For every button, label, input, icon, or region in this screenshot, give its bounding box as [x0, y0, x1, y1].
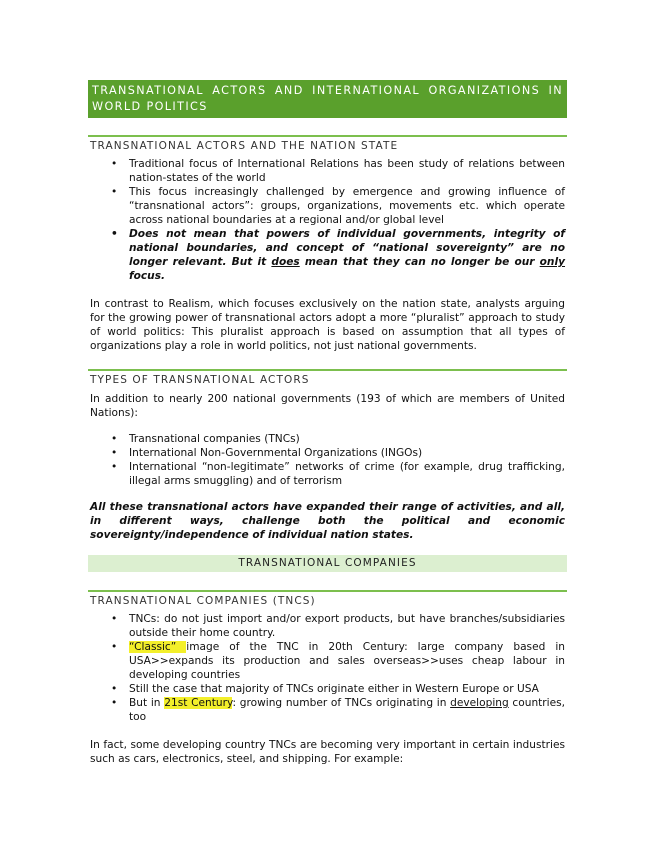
section2-intro: In addition to nearly 200 national governments (193 of which are members of United Nations):	[90, 393, 565, 419]
bullet-icon: •	[111, 158, 118, 170]
section3-bullets	[90, 612, 565, 724]
bullet-icon: •	[111, 186, 118, 198]
list-item: • International Non-Governmental Organizations (INGOs)	[111, 447, 423, 459]
section1-paragraph: In contrast to Realism, which focuses exclusively on the nation state, analysts arguing for the growing power of transnational actors adopt a more “pluralist” approach to study of world politics: This pluralist approach is based on assumption that all types of organizations play a role in world politics, not just national governments.	[90, 298, 565, 352]
bullet-icon: •	[111, 613, 118, 625]
bullet-icon: •	[111, 697, 118, 709]
list-item: • Still the case that majority of TNCs originate either in Western Europe or USA	[111, 683, 539, 695]
list-item: • This focus increasingly challenged by emergence and growing influence of “transnational actors”: groups, organizations, movements etc. which operate across national boundaries at a regional and/or global level	[111, 186, 565, 226]
document-title: TRANSNATIONAL ACTORS AND INTERNATIONAL ORGANIZATIONS IN WORLD POLITICS	[88, 80, 567, 118]
section2-bullets	[90, 432, 565, 488]
list-item: • Traditional focus of International Relations has been study of relations between nation-states of the world	[111, 158, 565, 184]
section2-conclusion: All these transnational actors have expanded their range of activities, and all, in different ways, challenge both the political and economic sovereignty/independence of individual nation states.	[90, 501, 565, 541]
list-item: • TNCs: do not just import and/or export products, but have branches/subsidiaries outside their home country.	[111, 613, 565, 639]
section-heading-nation-state: TRANSNATIONAL ACTORS AND THE NATION STATE	[90, 140, 399, 152]
bullet-icon: •	[111, 228, 118, 240]
list-item: • “Classic” image of the TNC in 20th Century: large company based in USA>>expands its production and sales overseas>>uses cheap labour in developing countries	[111, 641, 565, 681]
section-rule	[88, 135, 567, 137]
section1-bullets	[90, 157, 565, 283]
section-rule	[88, 590, 567, 592]
section-heading-tncs: TRANSNATIONAL COMPANIES (TNCS)	[90, 595, 316, 607]
bullet-icon: •	[111, 433, 118, 445]
section3-paragraph: In fact, some developing country TNCs are becoming very important in certain industries such as cars, electronics, steel, and shipping. For example:	[90, 739, 565, 765]
list-item: • Does not mean that powers of individual governments, integrity of national boundaries, and concept of “national sovereignty” are no longer relevant. But it does mean that they can no longer be our only focus.	[111, 228, 566, 282]
list-item: • International “non-legitimate” networks of crime (for example, drug trafficking, illegal arms smuggling) and of terrorism	[111, 461, 565, 487]
list-item: • Transnational companies (TNCs)	[111, 433, 300, 445]
list-item: • But in 21st Century: growing number of TNCs originating in developing countries, too	[111, 697, 566, 723]
section-rule	[88, 369, 567, 371]
bullet-icon: •	[111, 447, 118, 459]
highlighted-text: 21st Century	[164, 697, 233, 709]
highlighted-text: “Classic”	[129, 641, 187, 653]
bullet-icon: •	[111, 461, 118, 473]
bullet-icon: •	[111, 641, 118, 653]
section-heading-types: TYPES OF TRANSNATIONAL ACTORS	[90, 374, 310, 386]
section-band-transnational-companies: TRANSNATIONAL COMPANIES	[88, 555, 567, 572]
bullet-icon: •	[111, 683, 118, 695]
